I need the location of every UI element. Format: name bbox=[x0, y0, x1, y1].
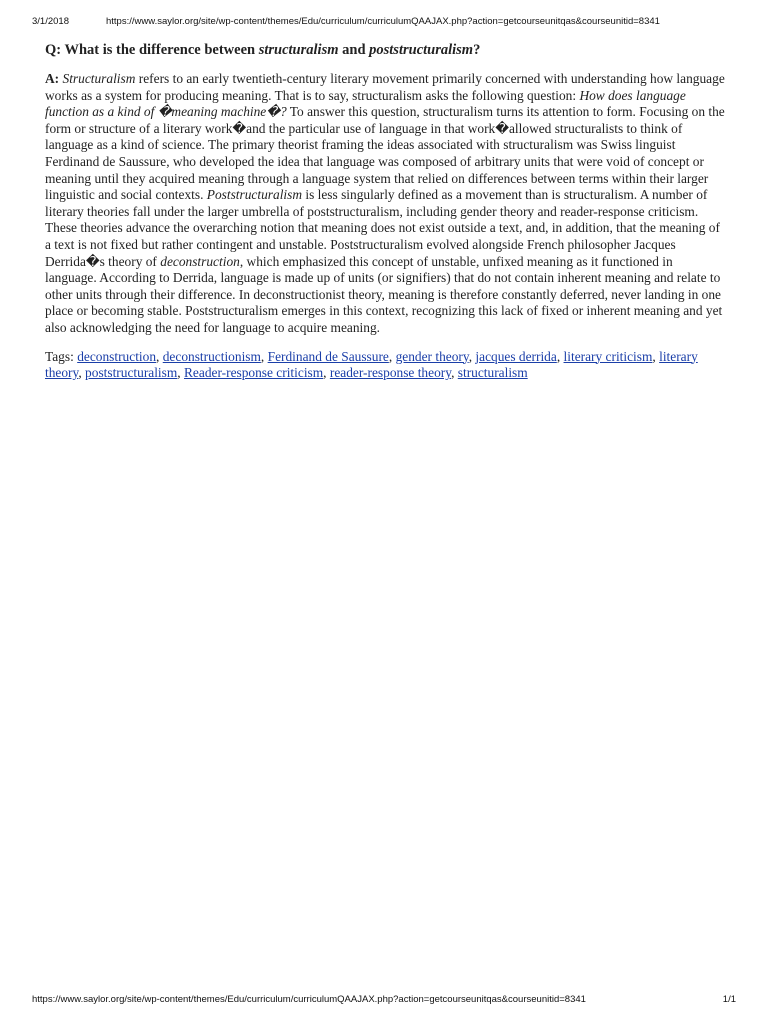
tag-link-reader-response-theory[interactable]: reader-response theory bbox=[329, 365, 452, 381]
question-suffix: ? bbox=[473, 42, 481, 58]
print-date: 3/1/2018 bbox=[32, 16, 69, 27]
tag-link-deconstruction[interactable]: deconstruction bbox=[77, 348, 157, 364]
question-mid: and bbox=[338, 42, 370, 58]
tag-link-structuralism[interactable]: structuralism bbox=[457, 365, 528, 381]
answer-text-4: , which emphasized this concept of unstable, unfixed meaning as it functioned in language. According to Derrida, language is made up of units (or signifiers) that do not contain inherent meaning and relate to other units through their difference. In deconstructionist theory, meaning is therefore constantly deferred, never landing in one place or becoming stable. Poststructuralism emerges in this context, recognizing this lack of fixed or inherent meaning and yet also acknowledging the need for language to acquire meaning. bbox=[45, 253, 723, 335]
question-prefix: Q: What is the difference between bbox=[45, 42, 259, 58]
tags-line: Tags: deconstruction, deconstructionism, Ferdinand de Saussure, gender theory, jacques derrida, literary criticism, literary theory, poststructuralism, Reader-response criticism, reader-response theory, structuralism bbox=[45, 348, 698, 381]
print-header-url: https://www.saylor.org/site/wp-content/themes/Edu/curriculum/curriculumQAAJAX.php?action=getcourseunitqas&courseunitid=8341 bbox=[106, 16, 660, 27]
tag-link-gender-theory[interactable]: gender theory bbox=[395, 348, 469, 364]
question-heading bbox=[45, 42, 725, 59]
answer-term-poststructuralism: Poststructuralism bbox=[206, 187, 303, 203]
tag-link-ferdinand-de-saussure[interactable]: Ferdinand de Saussure bbox=[267, 348, 389, 364]
answer-label: A: bbox=[45, 71, 60, 86]
answer-term-structuralism: Structuralism bbox=[62, 71, 136, 86]
tag-link-deconstructionism[interactable]: deconstructionism bbox=[162, 348, 261, 364]
page-number: 1/1 bbox=[722, 994, 736, 1005]
answer-term-deconstruction: deconstruction bbox=[160, 253, 240, 269]
answer-text-1: refers to an early twentieth-century literary movement primarily concerned with understanding how language works as a system for producing meaning. That is to say, structuralism asks the following question: bbox=[45, 71, 725, 103]
print-footer bbox=[32, 994, 736, 1005]
tag-link-literary-theory[interactable]: literary theory bbox=[45, 348, 698, 381]
tag-link-poststructuralism[interactable]: poststructuralism bbox=[85, 365, 178, 381]
print-header bbox=[32, 16, 742, 27]
question-term-poststructuralism: poststructuralism bbox=[369, 42, 474, 58]
answer-paragraph bbox=[45, 71, 725, 337]
tag-link-jacques-derrida[interactable]: jacques derrida bbox=[475, 348, 557, 364]
tag-link-reader-response-criticism[interactable]: Reader-response criticism bbox=[184, 365, 324, 381]
print-footer-url: https://www.saylor.org/site/wp-content/themes/Edu/curriculum/curriculumQAAJAX.php?action=getcourseunitqas&courseunitid=8341 bbox=[32, 994, 586, 1005]
answer-text-2: To answer this question, structuralism turns its attention to form. Focusing on the form or structure of a literary work�and the particular use of language in that work�allowed structuralists to think of language as a kind of science. The primary theorist framing the ideas associated with structuralism was Swiss linguist Ferdinand de Saussure, who developed the idea that language was composed of arbitrary units that were void of concept or meaning until they acquired meaning through a language system that relied on differences between terms within their larger linguistic and social contexts. bbox=[45, 104, 725, 203]
tags-label: Tags: bbox=[45, 348, 74, 364]
document-content bbox=[45, 42, 725, 382]
question-term-structuralism: structuralism bbox=[258, 42, 339, 58]
answer-text-3: is less singularly defined as a movement than is structuralism. A number of literary theories fall under the larger umbrella of poststructuralism, including gender theory and reader-response criticism. These theories advance the overarching notion that meaning does not exist outside a text, and, in addition, that the meaning of a text is not fixed but rather contingent and unstable. Poststructuralism evolved alongside French philosopher Jacques Derrida�s theory of bbox=[45, 187, 720, 269]
tag-link-literary-criticism[interactable]: literary criticism bbox=[563, 348, 653, 364]
answer-question: How does language function as a kind of �meaning machine�? bbox=[45, 87, 686, 120]
